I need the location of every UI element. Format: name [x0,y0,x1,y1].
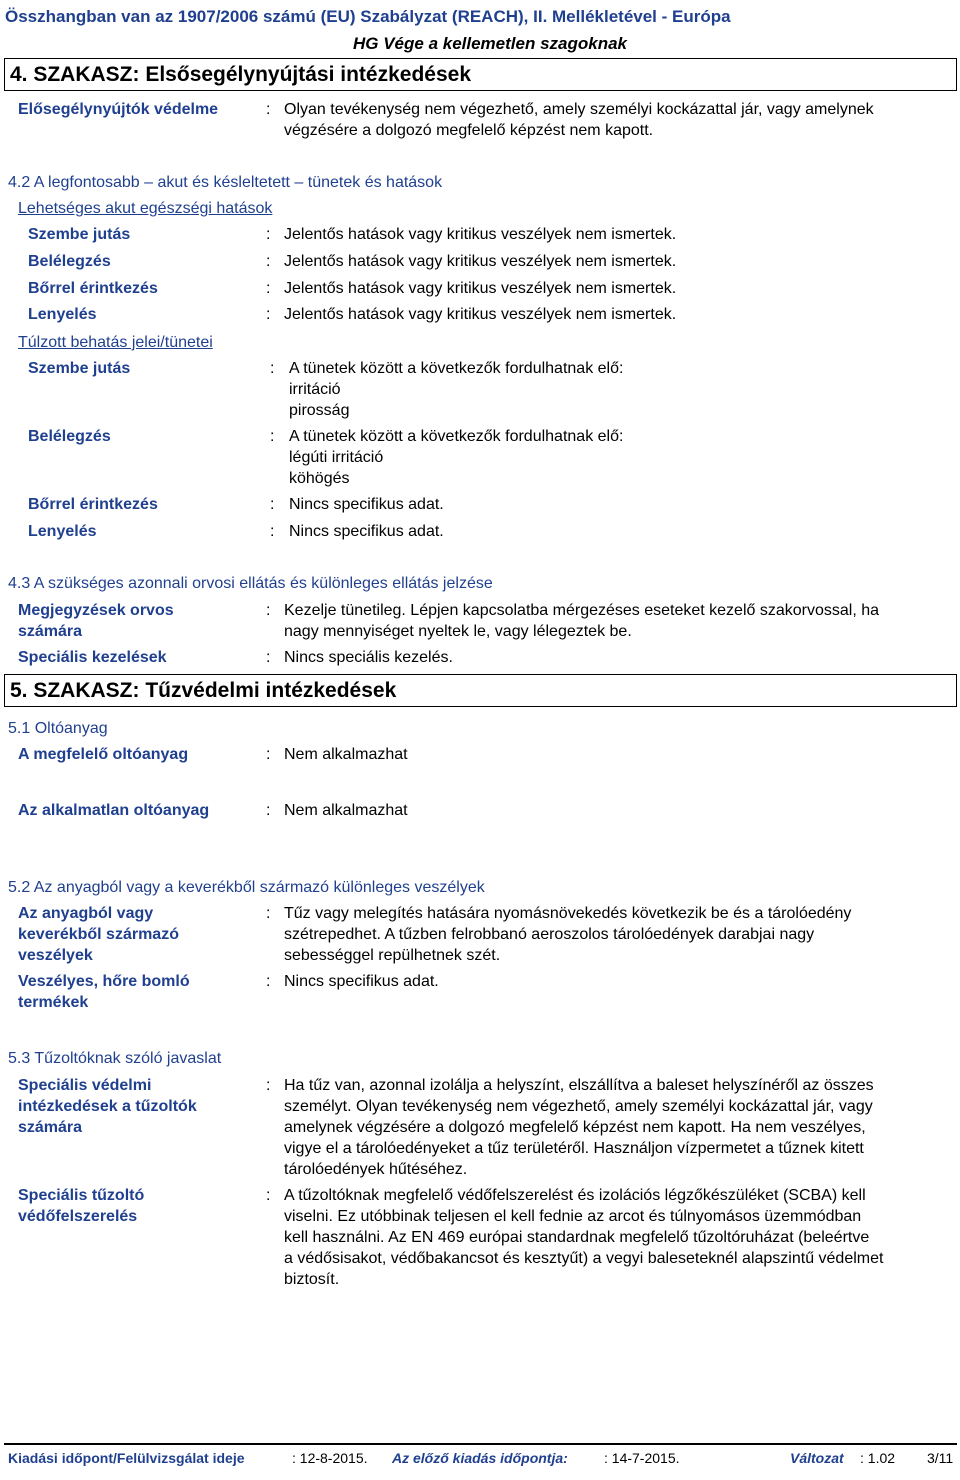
over-eye-line-2: irritáció [289,381,341,398]
over-eye-line-1: A tünetek között a következők fordulhatnak elő: [289,360,624,377]
suitable-media-label: A megfelelő oltóanyag [18,746,189,763]
section-5-3-title: 5.3 Tűzoltóknak szóló javaslat [8,1050,222,1067]
colon: : [270,428,275,445]
doctor-value-2: nagy mennyiséget nyeltek le, vagy lélegeztek be. [284,623,632,640]
ff-ppe-value-1: A tűzoltóknak megfelelő védőfelszerelést és izolációs légzőkészüléket (SCBA) kell [284,1187,866,1204]
colon: : [266,649,271,666]
decomposition-label-1: Veszélyes, hőre bomló [18,973,190,990]
footer-version-label: Változat [790,1450,844,1466]
colon: : [266,280,271,297]
overexposure-title: Túlzott behatás jelei/tünetei [18,334,213,351]
acute-value-inhalation: Jelentős hatások vagy kritikus veszélyek nem ismertek. [284,253,677,270]
colon: : [270,496,275,513]
ff-ppe-label-1: Speciális tűzoltó [18,1187,145,1204]
colon: : [266,905,271,922]
header-title: Összhangban van az 1907/2006 számú (EU) Szabályzat (REACH), II. Mellékletével - Európa [5,7,731,26]
section-4-2-title: 4.2 A legfontosabb – akut és késleltetett – tünetek és hatások [8,174,443,191]
protect-label: Elősegélynyújtók védelme [18,101,219,118]
acute-label-eye: Szembe jutás [28,226,131,243]
colon: : [266,1187,271,1204]
ff-ppe-label-2: védőfelszerelés [18,1208,138,1225]
hazard-value-3: sebességgel repülhetnek szét. [284,947,501,964]
hazard-value-1: Tűz vagy melegítés hatására nyomásnövekedés következik be és a tárolóedény [284,905,852,922]
section-5-1-title: 5.1 Oltóanyag [8,720,108,737]
acute-value-skin: Jelentős hatások vagy kritikus veszélyek nem ismertek. [284,280,677,297]
acute-effects-title: Lehetséges akut egészségi hatások [18,200,273,217]
section-4-3-title: 4.3 A szükséges azonnali orvosi ellátás és különleges ellátás jelzése [8,575,493,592]
ff-special-value-3: amelynek végzésére a dolgozó megfelelő képzést nem kapott. Ha nem veszélyes, [284,1119,866,1136]
decomposition-value: Nincs specifikus adat. [284,973,439,990]
over-inh-line-3: köhögés [289,470,350,487]
suitable-media-value: Nem alkalmazhat [284,746,408,763]
over-label-inhalation: Belélegzés [28,428,111,445]
footer-prev-value: : 14-7-2015. [604,1450,680,1466]
colon: : [266,306,271,323]
colon: : [266,602,271,619]
footer-version-value: : 1.02 [860,1450,896,1466]
over-label-ingestion: Lenyelés [28,523,97,540]
colon: : [270,360,275,377]
ff-ppe-value-3: kell használni. Az EN 469 európai standardnak megfelelő tűzoltóruházat (beleértve [284,1229,870,1246]
doctor-label-2: számára [18,623,83,640]
colon: : [266,253,271,270]
footer-prev-label: Az előző kiadás időpontja: [392,1450,568,1466]
over-inh-line-2: légúti irritáció [289,449,384,466]
doctor-label-1: Megjegyzések orvos [18,602,174,619]
decomposition-label-2: termékek [18,994,89,1011]
ff-ppe-value-4: a védősisakot, védőbakancsot és kesztyűt) a vegyi baleseteknél alapszintű védelmet [284,1250,884,1267]
ff-special-value-4: vigye el a tárolóedényeket a tűz területéről. Használjon vízpermetet a tűznek kitett [284,1140,864,1157]
acute-label-skin: Bőrrel érintkezés [28,280,158,297]
special-treatment-label: Speciális kezelések [18,649,167,666]
footer-issue-value: : 12-8-2015. [292,1450,368,1466]
ff-special-label-1: Speciális védelmi [18,1077,152,1094]
ff-special-value-2: személyt. Olyan tevékenység nem végezhető, amely személyi kockázattal jár, vagy [284,1098,873,1115]
ff-ppe-value-5: biztosít. [284,1271,340,1288]
acute-value-eye: Jelentős hatások vagy kritikus veszélyek nem ismertek. [284,226,677,243]
ff-special-value-1: Ha tűz van, azonnal izolálja a helyszínt, elszállítva a baleset helyszínéről az összes [284,1077,874,1094]
hazard-label-2: keverékből származó [18,926,179,943]
acute-label-inhalation: Belélegzés [28,253,111,270]
colon: : [266,1077,271,1094]
hazard-value-2: szétrepedhet. A tűzben felrobbanó aeroszolos tárolóedények darabjai nagy [284,926,815,943]
over-eye-line-3: pirosság [289,402,350,419]
colon: : [270,523,275,540]
unsuitable-media-value: Nem alkalmazhat [284,802,408,819]
colon: : [266,973,271,990]
over-ingestion-value: Nincs specifikus adat. [289,523,444,540]
doctor-value-1: Kezelje tünetileg. Lépjen kapcsolatba mérgezéses eseteket kezelő szakorvossal, ha [284,602,880,619]
hazard-label-1: Az anyagból vagy [18,905,154,922]
over-inh-line-1: A tünetek között a következők fordulhatnak elő: [289,428,624,445]
colon: : [266,802,271,819]
ff-ppe-value-2: viselni. Ez utóbbinak teljesen el kell fednie az arcot és túlnyomásos üzemmódban [284,1208,862,1225]
section-5-2-title: 5.2 Az anyagból vagy a keverékből származó különleges veszélyek [8,879,485,896]
footer-page-number: 3/11 [927,1450,954,1466]
section-5-heading: 5. SZAKASZ: Tűzvédelmi intézkedések [4,674,957,707]
ff-special-label-2: intézkedések a tűzoltók [18,1098,197,1115]
protect-value-1: Olyan tevékenység nem végezhető, amely személyi kockázattal jár, vagy amelynek [284,101,874,118]
over-label-skin: Bőrrel érintkezés [28,496,158,513]
hazard-label-3: veszélyek [18,947,93,964]
ff-special-label-3: számára [18,1119,83,1136]
colon: : [266,226,271,243]
header-subtitle: HG Vége a kellemetlen szagoknak [352,34,627,53]
footer-divider [4,1443,957,1445]
colon: : [266,746,271,763]
over-skin-value: Nincs specifikus adat. [289,496,444,513]
special-treatment-value: Nincs speciális kezelés. [284,649,453,666]
colon: : [266,101,271,118]
acute-label-ingestion: Lenyelés [28,306,97,323]
unsuitable-media-label: Az alkalmatlan oltóanyag [18,802,210,819]
protect-value-2: végzésére a dolgozó megfelelő képzést nem kapott. [284,122,654,139]
footer-issue-label: Kiadási időpont/Felülvizsgálat ideje [8,1450,245,1466]
over-label-eye: Szembe jutás [28,360,131,377]
section-4-heading: 4. SZAKASZ: Elsősegélynyújtási intézkedések [4,58,957,91]
acute-value-ingestion: Jelentős hatások vagy kritikus veszélyek nem ismertek. [284,306,677,323]
ff-special-value-5: tárolóedények hűtéséhez. [284,1161,468,1178]
